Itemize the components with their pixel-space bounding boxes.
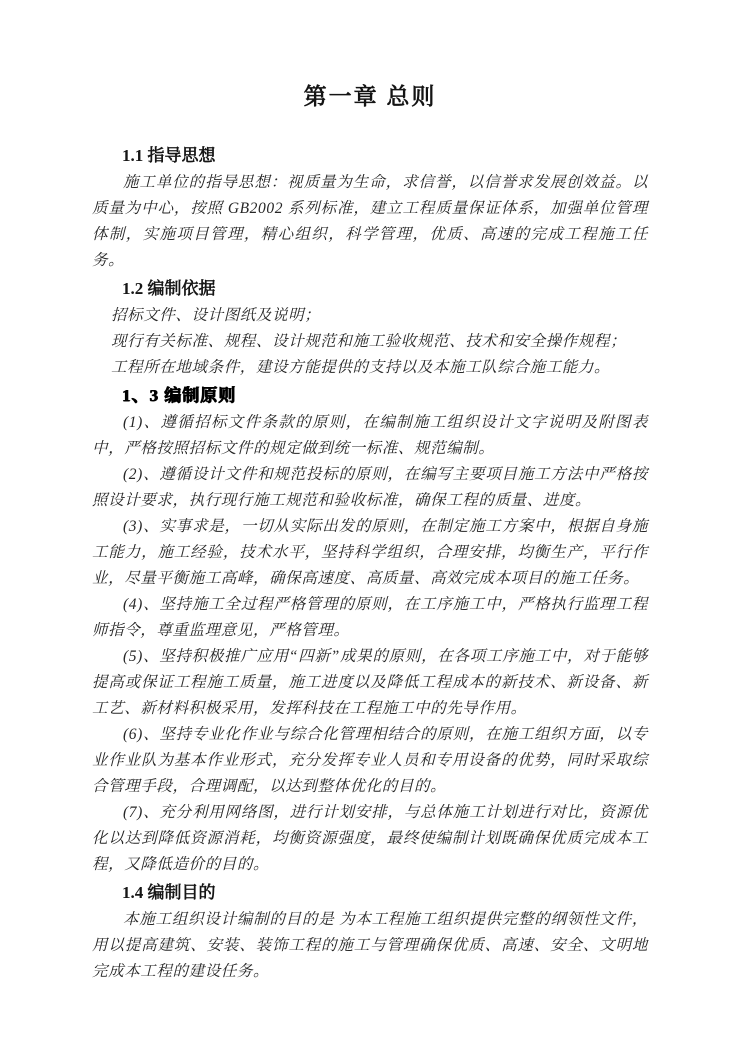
paragraph-basis-2: 现行有关标准、规程、设计规范和施工验收规范、技术和安全操作规程； [111, 333, 627, 350]
paragraph-principle-1: (1)、遵循招标文件条款的原则，在编制施工组织设计文字说明及附图表中，严格按照招标文件的规定做到统一标准、规范编制。 [92, 414, 648, 457]
paragraph-principle-5: (5)、坚持积极推广应用“四新”成果的原则，在各项工序施工中，对于能够提高或保证工程施工质量，施工进度以及降低工程成本的新技术、新设备、新工艺、新材料积极采用，发挥科技在工程施工中的先导作用。 [92, 648, 648, 717]
paragraph-purpose: 本施工组织设计编制的目的是 为本工程施工组织提供完整的纲领性文件，用以提高建筑、安装、装饰工程的施工与管理确保优质、高速、安全、文明地完成本工程的建设任务。 [92, 911, 648, 980]
paragraph-principle-4: (4)、坚持施工全过程严格管理的原则，在工序施工中，严格执行监理工程师指令，尊重监理意见，严格管理。 [92, 596, 648, 639]
section-heading-compilation-principles: 1、3 编制原则 [122, 386, 237, 405]
paragraph-principle-7: (7)、充分利用网络图，进行计划安排，与总体施工计划进行对比，资源优化以达到降低资源消耗，均衡资源强度，最终使编制计划既确保优质完成本工程，又降低造价的目的。 [92, 804, 648, 873]
paragraph-principle-3: (3)、实事求是，一切从实际出发的原则，在制定施工方案中，根据自身施工能力，施工经验，技术水平，坚持科学组织，合理安排，均衡生产，平行作业，尽量平衡施工高峰，确保高速度、高质量、高效完成本项目的施工任务。 [92, 518, 648, 587]
section-heading-compilation-basis: 1.2 编制依据 [122, 279, 216, 298]
section-heading-guiding-ideology: 1.1 指导思想 [122, 146, 216, 165]
section-heading-compilation-purpose: 1.4 编制目的 [122, 883, 216, 902]
paragraph-guiding-ideology: 施工单位的指导思想：视质量为生命，求信誉，以信誉求发展创效益。以质量为中心，按照 GB2002 系列标准，建立工程质量保证体系，加强单位管理体制，实施项目管理，精心组织，科学管理，优质、高速的完成工程施工任务。 [92, 174, 648, 269]
paragraph-basis-1: 招标文件、设计图纸及说明； [111, 307, 321, 324]
paragraph-basis-3: 工程所在地域条件，建设方能提供的支持以及本施工队综合施工能力。 [111, 359, 611, 376]
paragraph-principle-2: (2)、遵循设计文件和规范投标的原则，在编写主要项目施工方法中严格按照设计要求，执行现行施工规范和验收标准，确保工程的质量、进度。 [92, 466, 648, 509]
chapter-title: 第一章 总则 [303, 84, 437, 109]
paragraph-principle-6: (6)、坚持专业化作业与综合化管理相结合的原则，在施工组织方面，以专业作业队为基本作业形式，充分发挥专业人员和专用设备的优势，同时采取综合管理手段，合理调配，以达到整体优化的目的。 [92, 726, 648, 795]
